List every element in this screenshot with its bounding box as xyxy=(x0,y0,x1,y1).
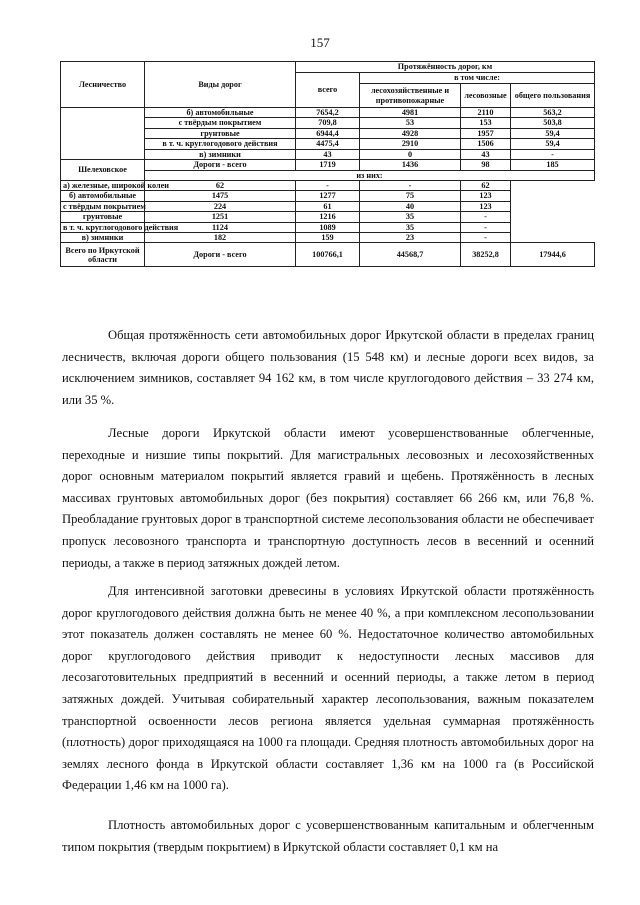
value-cell: 1251 xyxy=(145,212,296,222)
value-cell: 2910 xyxy=(360,139,461,149)
value-cell: 709,8 xyxy=(296,118,360,128)
road-type-cell: в т. ч. круглогодового действия xyxy=(145,139,296,149)
value-cell: 224 xyxy=(145,201,296,211)
forestry-cell xyxy=(61,128,145,138)
table-row xyxy=(61,108,595,118)
value-cell: 62 xyxy=(145,180,296,190)
value-cell: - xyxy=(296,180,360,190)
value-cell: 59,4 xyxy=(511,128,595,138)
value-cell: 62 xyxy=(461,180,511,190)
value-cell: 4475,4 xyxy=(296,139,360,149)
road-type-cell: грунтовые xyxy=(61,212,145,222)
forestry-name: Шелеховское xyxy=(61,160,145,181)
header-forestry: Лесничество xyxy=(61,62,145,108)
value-cell: 61 xyxy=(296,201,360,211)
table-row: Шелеховское Дороги - всего 1719 1436 98 185 xyxy=(61,160,595,170)
value-cell: 1124 xyxy=(145,222,296,232)
road-length-table xyxy=(60,61,595,267)
table-row xyxy=(61,128,595,138)
forestry-cell xyxy=(61,118,145,128)
value-cell: 1277 xyxy=(296,191,360,201)
value-cell: 35 xyxy=(360,212,461,222)
value-cell: 43 xyxy=(461,149,511,159)
value-cell: 43 xyxy=(296,149,360,159)
value-cell: 4928 xyxy=(360,128,461,138)
header-forest-roads: лесохозяйственные и противопожарные xyxy=(360,84,461,108)
value-cell: 75 xyxy=(360,191,461,201)
table-row xyxy=(61,191,595,201)
value-cell: 53 xyxy=(360,118,461,128)
value-cell: 23 xyxy=(360,233,461,243)
value-cell: - xyxy=(511,149,595,159)
road-type-cell: а) железные, широкой колеи xyxy=(61,180,145,190)
table-row xyxy=(61,201,595,211)
road-type-cell: с твёрдым покрытием xyxy=(145,118,296,128)
value-cell: 6944,4 xyxy=(296,128,360,138)
paragraph-1: Общая протяжённость сети автомобильных дорог Иркутской области в пределах границ лесничеств, включая дороги общего пользования (15 548 км) и лесные дороги всех видов, за исключением зимников, составляет 94 162 км, в том числе круглогодового действия – 33 274 км, или 35 %. xyxy=(62,328,594,407)
value-cell: 1506 xyxy=(461,139,511,149)
header-public-roads: общего пользования xyxy=(511,84,595,108)
value-cell: - xyxy=(461,212,511,222)
value-cell: 153 xyxy=(461,118,511,128)
of-them-label: из них: xyxy=(145,170,595,180)
value-cell: 503,8 xyxy=(511,118,595,128)
road-type-cell: б) автомобильные xyxy=(61,191,145,201)
forestry-cell xyxy=(61,108,145,118)
road-type-cell: в) зимники xyxy=(145,149,296,159)
table-row xyxy=(61,233,595,243)
road-type-cell: с твёрдым покрытием xyxy=(61,201,145,211)
value-cell: 182 xyxy=(145,233,296,243)
value-cell: 563,2 xyxy=(511,108,595,118)
header-including: в том числе: xyxy=(360,73,595,84)
page-number: 157 xyxy=(310,35,330,50)
table-row xyxy=(61,222,595,232)
value-cell: 1216 xyxy=(296,212,360,222)
value-cell: 1957 xyxy=(461,128,511,138)
value-cell: 35 xyxy=(360,222,461,232)
value-cell: - xyxy=(461,222,511,232)
value-cell: 0 xyxy=(360,149,461,159)
forestry-cell xyxy=(61,139,145,149)
value-cell: - xyxy=(461,233,511,243)
header-length: Протяжённость дорог, км xyxy=(296,62,595,73)
forestry-cell xyxy=(61,149,145,159)
table-row xyxy=(61,149,595,159)
table-row xyxy=(61,139,595,149)
table-row: Всего по Иркутской области Дороги - всего 100766,1 44568,7 38252,8 17944,6 xyxy=(61,243,595,267)
road-type-cell: б) автомобильные xyxy=(145,108,296,118)
table-row xyxy=(61,118,595,128)
value-cell: 1089 xyxy=(296,222,360,232)
value-cell: 4981 xyxy=(360,108,461,118)
road-type-cell: в) зимники xyxy=(61,233,145,243)
paragraph-3: Для интенсивной заготовки древесины в условиях Иркутской области протяжённость дорог круглогодового действия должна быть не менее 40 %, а при комплексном лесопользовании этот показатель должен составлять не менее 60 %. Недостаточное количество автомобильных дорог круглогодового действия приводит к недоступности лесных массивов для лесозаготовительных предприятий в весенний и осенний периоды, а также летом в период затяжных дождей. Учитывая собирательный характер лесопользования, важным показателем транспортной освоенности лесов региона является удельная суммарная протяжённость (плотность) дорог приходящаяся на 1000 га площади. Средняя плотность автомобильных дорог на землях лесного фонда в Иркутской области составляет 1,36 км на 1000 га (в Российской Федерации 1,46 км на 1000 га). xyxy=(62,584,594,793)
table-row xyxy=(61,212,595,222)
header-timber-roads: лесовозные xyxy=(461,84,511,108)
table-row xyxy=(61,180,595,190)
value-cell: 2110 xyxy=(461,108,511,118)
road-type-cell: грунтовые xyxy=(145,128,296,138)
value-cell: 59,4 xyxy=(511,139,595,149)
value-cell: 159 xyxy=(296,233,360,243)
header-road-types: Виды дорог xyxy=(145,62,296,108)
value-cell: 40 xyxy=(360,201,461,211)
value-cell: 1475 xyxy=(145,191,296,201)
value-cell: 123 xyxy=(461,191,511,201)
paragraph-4: Плотность автомобильных дорог с усовершенствованным капитальным и облегченным типом покрытия (твердым покрытием) в Иркутской области составляет 0,1 км на xyxy=(62,818,594,854)
header-total: всего xyxy=(296,73,360,108)
value-cell: 7654,2 xyxy=(296,108,360,118)
road-type-cell: в т. ч. круглогодового действия xyxy=(61,222,145,232)
paragraph-2: Лесные дороги Иркутской области имеют усовершенствованные облегченные, переходные и низшие типы покрытий. Для магистральных лесовозных и лесохозяйственных дорог основным материалом покрытий является гравий и щебень. Протяжённость в лесных массивах грунтовых автомобильных дорог (без покрытия) составляет 66 266 км, или 76,8 %. Преобладание грунтовых дорог в транспортной системе лесопользования области не обеспечивает пропуск лесовозного транспорта и транспортную доступность лесов в весенний и осенний периоды, а также в период затяжных дождей летом. xyxy=(62,426,594,570)
value-cell: - xyxy=(360,180,461,190)
value-cell: 123 xyxy=(461,201,511,211)
